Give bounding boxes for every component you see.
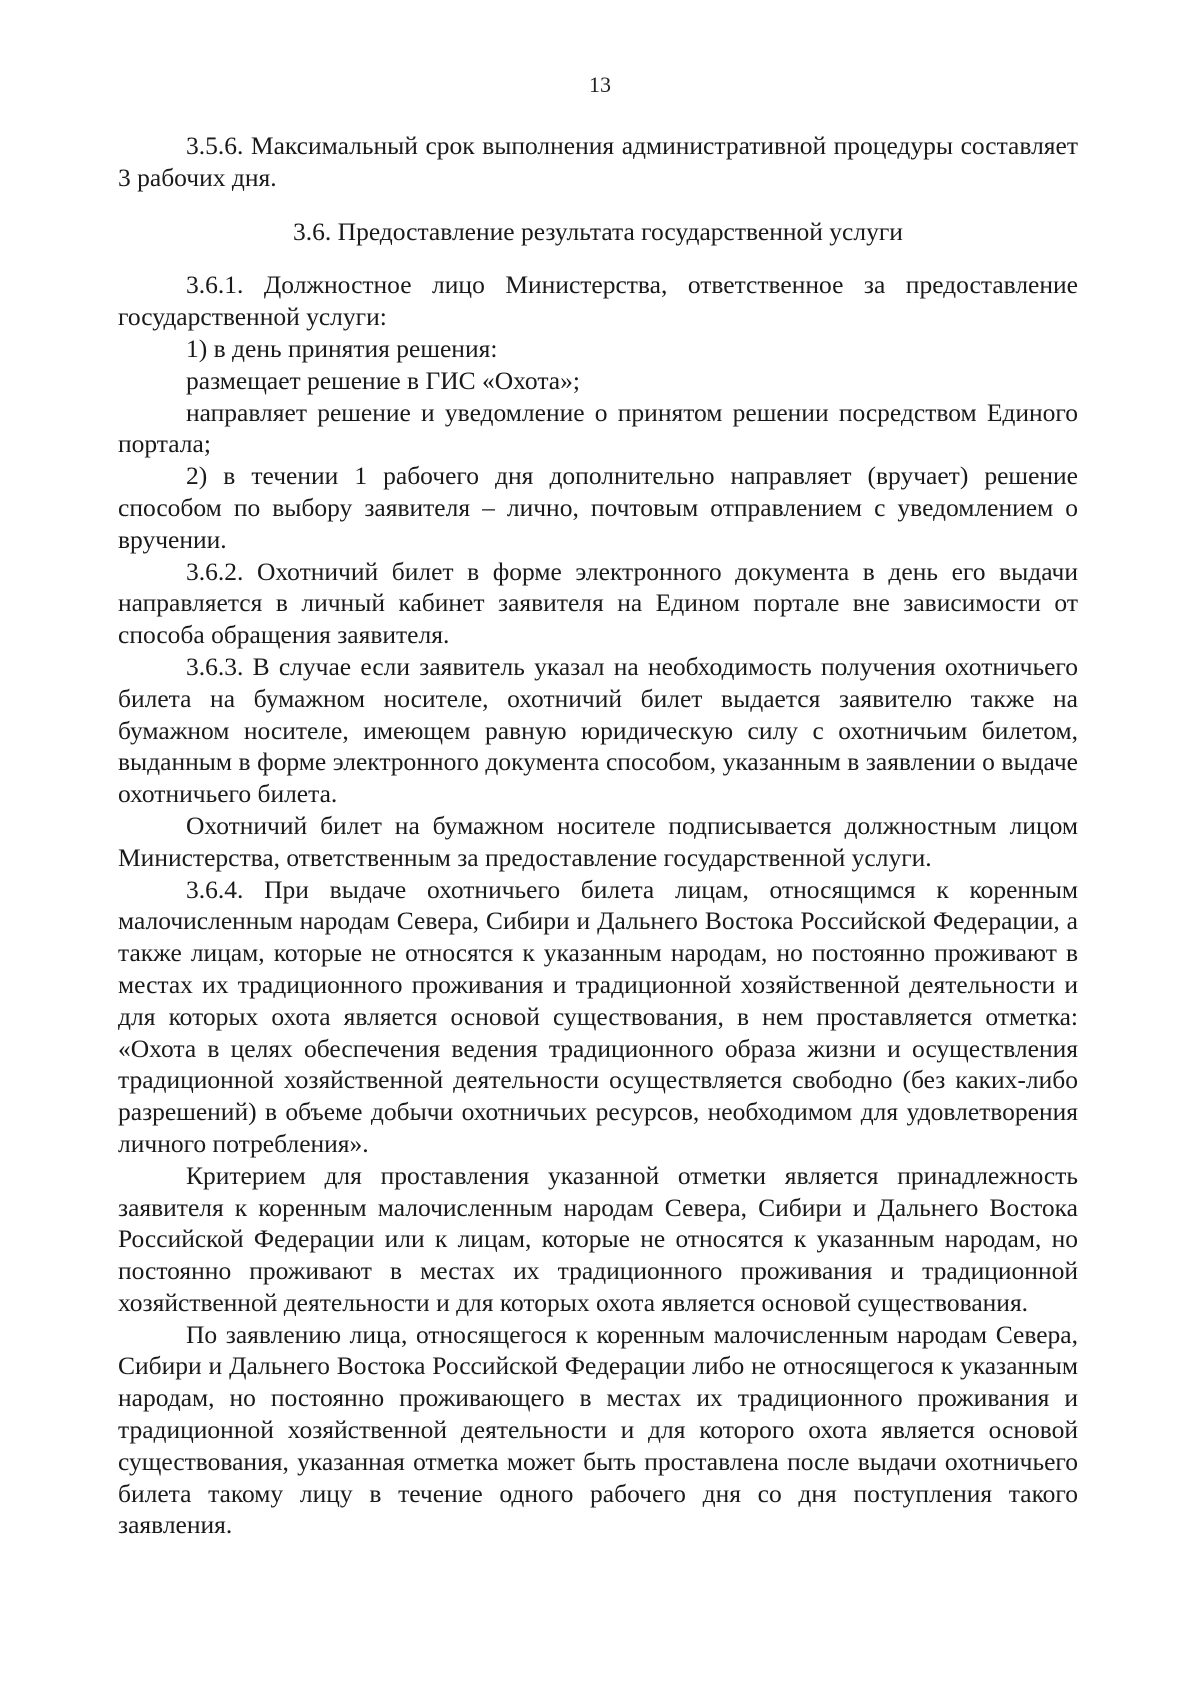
list-item-1: 1) в день принятия решения: — [186, 333, 498, 363]
document-body — [118, 130, 1078, 1541]
paragraph-application: По заявлению лица, относящегося к коренным малочисленным народам Севера, Сибири и Дальнего Востока Российской Федерации либо не относящегося к указанным народам, но постоянно проживающего в местах их традиционного проживания и традиционной хозяйственной деятельности и для которого охота является основой существования, указанная отметка может быть проставлена после выдачи охотничьего билета такому лицу в течение одного рабочего дня со дня поступления такого заявления. — [118, 1319, 1078, 1540]
paragraph-3-6-2: 3.6.2. Охотничий билет в форме электронного документа в день его выдачи направляется в личный кабинет заявителя на Едином портале вне зависимости от способа обращения заявителя. — [118, 556, 1078, 650]
paragraph-3-6-1: 3.6.1. Должностное лицо Министерства, ответственное за предоставление государственной услуги: — [118, 270, 1078, 332]
paragraph-3-6-4: 3.6.4. При выдаче охотничьего билета лицам, относящимся к коренным малочисленным народам Севера, Сибири и Дальнего Востока Российской Федерации, а также лицам, которые не относятся к указанным народам, но постоянно проживают в местах их традиционного проживания и традиционной хозяйственной деятельности и для которых охота является основой существования, в нем проставляется отметка: «Охота в целях обеспечения ведения традиционного образа жизни и осуществления традиционной хозяйственной деятельности осуществляется свободно (без каких-либо разрешений) в объеме добычи охотничьих ресурсов, необходимом для удовлетворения личного потребления». — [118, 874, 1078, 1158]
list-item-1-b: направляет решение и уведомление о принятом решении посредством Единого портала; — [118, 397, 1078, 459]
section-heading-3-6: 3.6. Предоставление результата государственной услуги — [293, 216, 903, 246]
page-number: 13 — [589, 72, 611, 97]
paragraph-3-6-3-signature: Охотничий билет на бумажном носителе подписывается должностным лицом Министерства, ответственным за предоставление государственной услуги. — [118, 810, 1078, 872]
list-item-1-a: размещает решение в ГИС «Охота»; — [186, 365, 580, 395]
list-item-2: 2) в течении 1 рабочего дня дополнительно направляет (вручает) решение способом по выбору заявителя – лично, почтовым отправлением с уведомлением о вручении. — [118, 461, 1078, 554]
paragraph-3-5-6: 3.5.6. Максимальный срок выполнения административной процедуры составляет 3 рабочих дня. — [118, 131, 1078, 192]
paragraph-3-6-3: 3.6.3. В случае если заявитель указал на необходимость получения охотничьего билета на бумажном носителе, охотничий билет выдается заявителю также на бумажном носителе, имеющем равную юридическую силу с охотничьим билетом, выданным в форме электронного документа способом, указанным в заявлении о выдаче охотничьего билета. — [118, 651, 1078, 809]
paragraph-criteria: Критерием для проставления указанной отметки является принадлежность заявителя к коренным малочисленным народам Севера, Сибири и Дальнего Востока Российской Федерации или к лицам, которые не относятся к указанным народам, но постоянно проживают в местах их традиционного проживания и традиционной хозяйственной деятельности и для которых охота является основой существования. — [118, 1160, 1078, 1317]
